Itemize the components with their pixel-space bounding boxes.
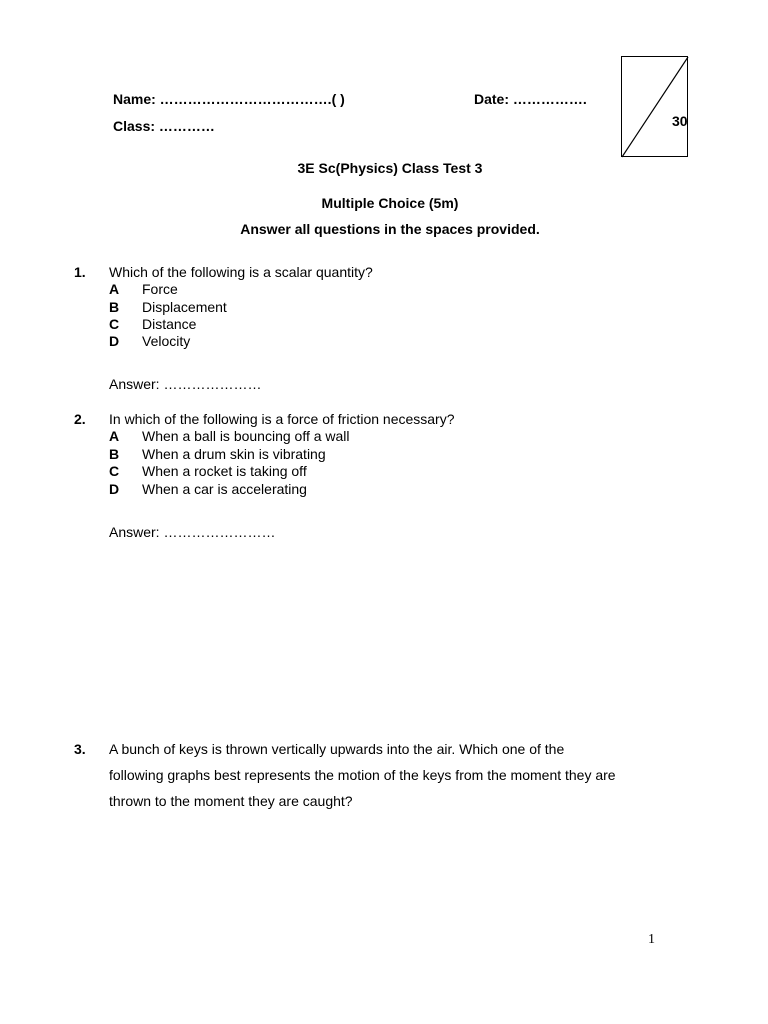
option-text[interactable]: When a rocket is taking off — [142, 463, 307, 479]
question-text-line: thrown to the moment they are caught? — [109, 793, 353, 809]
section-title: Multiple Choice (5m) — [321, 195, 459, 211]
date-field[interactable]: Date: ……………. — [474, 91, 587, 107]
answer-line[interactable]: Answer: …………………… — [109, 524, 276, 540]
option-text[interactable]: When a ball is bouncing off a wall — [142, 428, 350, 444]
option-text[interactable]: Force — [142, 281, 178, 297]
question-text-line: A bunch of keys is thrown vertically upwards into the air. Which one of the — [109, 741, 565, 757]
option-letter: A — [109, 428, 120, 444]
option-text[interactable]: Displacement — [142, 299, 227, 315]
score-divider — [622, 57, 689, 158]
name-field[interactable]: Name: ……………………………….( ) — [113, 91, 345, 107]
score-total: 30 — [672, 113, 688, 129]
option-letter: D — [109, 481, 120, 497]
option-text[interactable]: Velocity — [142, 333, 191, 349]
option-text[interactable]: When a drum skin is vibrating — [142, 446, 326, 462]
page-number: 1 — [648, 932, 655, 947]
question-number: 1. — [74, 264, 86, 280]
question-text: In which of the following is a force of friction necessary? — [109, 411, 455, 427]
score-box — [621, 56, 688, 157]
option-letter: C — [109, 463, 120, 479]
answer-line[interactable]: Answer: ………………… — [109, 376, 262, 392]
option-letter: B — [109, 446, 120, 462]
instruction-text: Answer all questions in the spaces provided. — [240, 221, 540, 237]
option-letter: C — [109, 316, 120, 332]
question-number: 2. — [74, 411, 86, 427]
option-text[interactable]: Distance — [142, 316, 197, 332]
question-number: 3. — [74, 741, 86, 757]
class-field[interactable]: Class: ………… — [113, 118, 215, 134]
question-text-line: following graphs best represents the motion of the keys from the moment they are — [109, 767, 616, 783]
option-letter: B — [109, 299, 120, 315]
option-text[interactable]: When a car is accelerating — [142, 481, 307, 497]
option-letter: D — [109, 333, 120, 349]
option-letter: A — [109, 281, 120, 297]
test-title: 3E Sc(Physics) Class Test 3 — [297, 160, 483, 176]
question-text: Which of the following is a scalar quantity? — [109, 264, 373, 280]
